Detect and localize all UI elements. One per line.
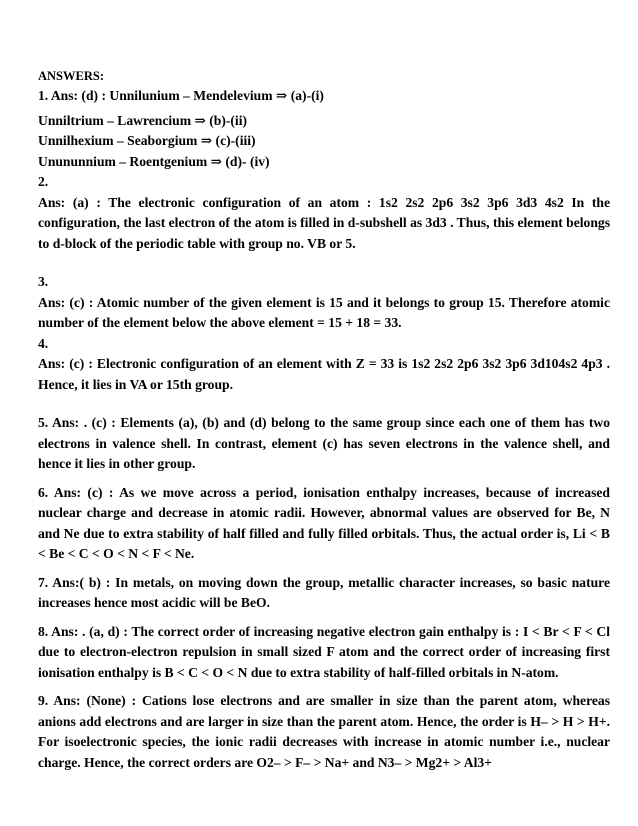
answer-document <box>38 68 610 773</box>
answer-8-text: 8. Ans: . (a, d) : The correct order of increasing negative electron gain enthalpy is : I < Br < F < Cl due to electron-electron repulsion in small sized F atom and the correct order of increasing first ionisation enthalpy is B < C < O < N due to extra stability of half-filled orbitals in N-atom. <box>38 623 610 680</box>
answer-4-number: 4. <box>38 335 49 351</box>
answer-1-line-3: Unnilhexium – Seaborgium ⇒ (c)-(iii) <box>38 133 256 148</box>
answer-6-text: 6. Ans: (c) : As we move across a period, ionisation enthalpy increases, because of increased nuclear charge and decrease in atomic radii. However, abnormal values are observed for Be, N and Ne due to extra stability of half filled and fully filled orbitals. Thus, the actual order is, Li < B < Be < C < O < N < F < Ne. <box>38 484 610 561</box>
answer-1-line-2: Unniltrium – Lawrencium ⇒ (b)-(ii) <box>38 112 247 128</box>
answer-7-text: 7. Ans:( b) : In metals, on moving down the group, metallic character increases, so basic nature increases hence most acidic will be BeO. <box>38 574 610 610</box>
answer-5-text: 5. Ans: . (c) : Elements (a), (b) and (d) belong to the same group since each one of them has two electrons in valence shell. In contrast, element (c) has seven electrons in the valence shell, and hence it lies in other group. <box>38 415 610 471</box>
answers-heading: ANSWERS: <box>38 69 104 83</box>
answer-9-text: 9. Ans: (None) : Cations lose electrons and are smaller in size than the parent atom, whereas anions add electrons and are larger in size than the parent atom. Hence, the order is H– > H > H+. For isoelectronic species, the ionic radii decreases with increase in atomic number i.e., nuclear charge. Hence, the correct orders are O2– > F– > Na+ and N3– > Mg2+ > Al3+ <box>38 693 610 770</box>
answer-3-number: 3. <box>38 274 49 289</box>
answer-2-number: 2. <box>38 174 49 189</box>
answer-2-text: Ans: (a) : The electronic configuration of an atom : 1s2 2s2 2p6 3s2 3p6 3d3 4s2 In the configuration, the last electron of the atom is filled in d-subshell as 3d3 . Thus, this element belongs to d-block of the periodic table with group no. VB or 5. <box>38 194 610 251</box>
answer-4-text: Ans: (c) : Electronic configuration of an element with Z = 33 is 1s2 2s2 2p6 3s2 3p6 3d104s2 4p3 . Hence, it lies in VA or 15th group. <box>38 356 610 392</box>
answer-3-text: Ans: (c) : Atomic number of the given element is 15 and it belongs to group 15. Therefore atomic number of the element below the above element = 15 + 18 = 33. <box>38 294 610 330</box>
answer-1-line-1: 1. Ans: (d) : Unnilunium – Mendelevium ⇒ (a)-(i) <box>38 88 324 103</box>
answer-1-line-4: Unununnium – Roentgenium ⇒ (d)- (iv) <box>38 153 270 169</box>
